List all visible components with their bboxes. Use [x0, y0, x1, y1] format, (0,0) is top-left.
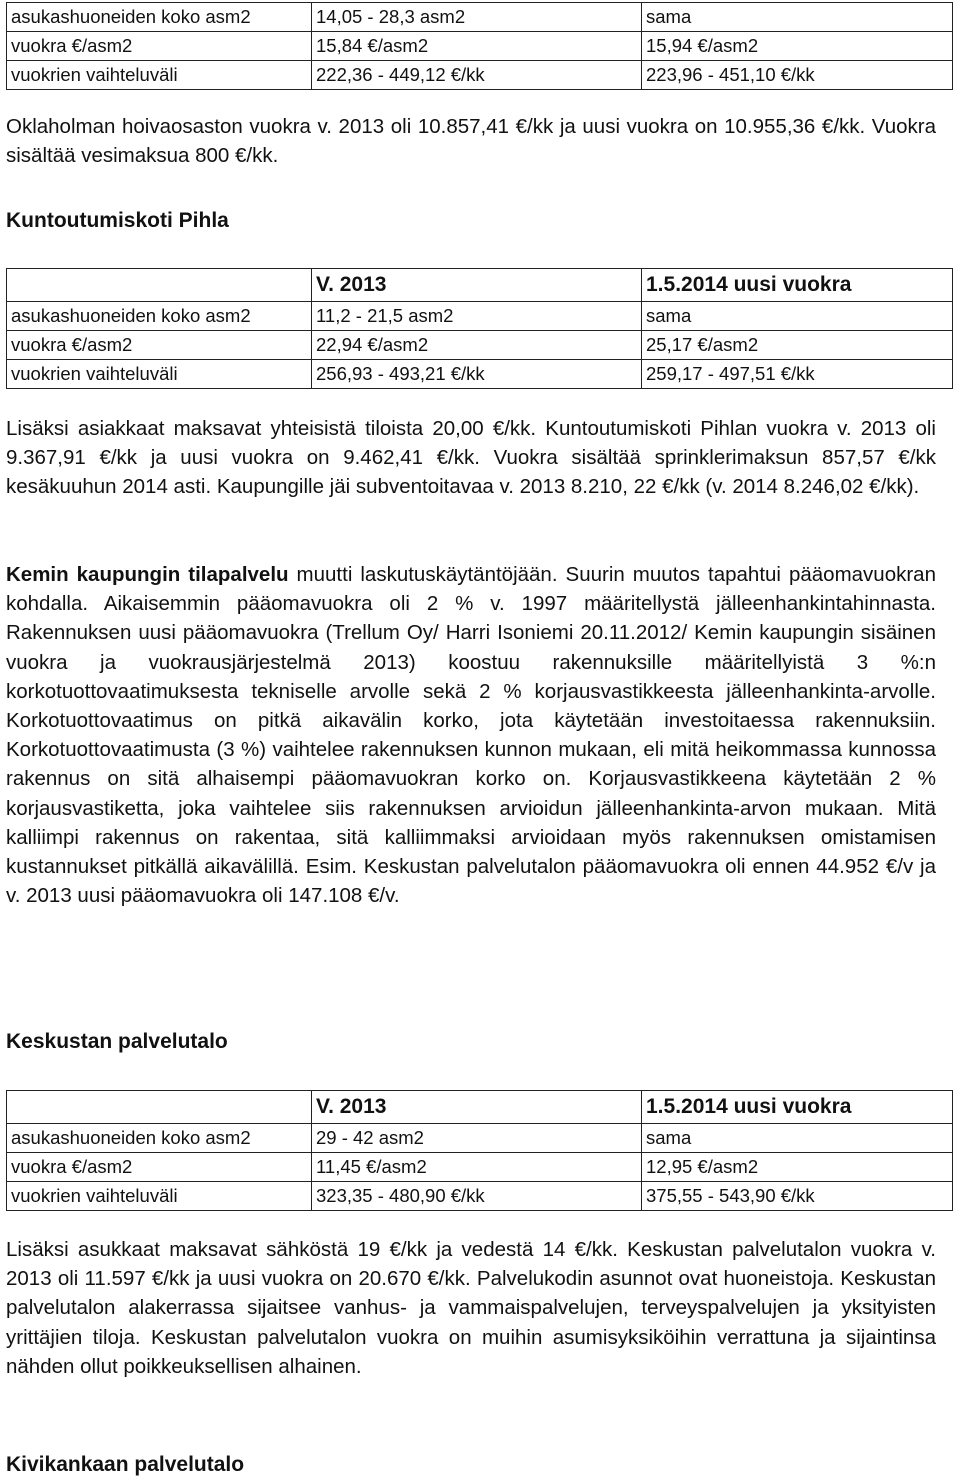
- table-cell: vuokrien vaihteluväli: [7, 61, 312, 90]
- table-cell: sama: [642, 302, 953, 331]
- table-header-cell: 1.5.2014 uusi vuokra: [642, 1091, 953, 1124]
- table-header-cell: 1.5.2014 uusi vuokra: [642, 269, 953, 302]
- table-cell: 22,94 €/asm2: [312, 331, 642, 360]
- rent-table-pihla: [6, 268, 953, 389]
- table-row: [7, 61, 953, 90]
- table-cell: asukashuoneiden koko asm2: [7, 3, 312, 32]
- paragraph-keskustan: Lisäksi asukkaat maksavat sähköstä 19 €/kk ja vedestä 14 €/kk. Keskustan palvelutalon vuokra v. 2013 oli 11.597 €/kk ja uusi vuokra on 20.670 €/kk. Palvelukodin asunnot ovat huoneistoja. Keskustan palvelutalon alakerrassa sijaitsee vanhus- ja vammaispalvelujen, terveyspalvelujen ja yksityisten yrittäjien tiloja. Keskustan palvelutalon vuokra on muihin asumisyksiköihin verrattuna ja sijaintinsa nähden ollut poikkeuksellisen alhainen.: [6, 1238, 936, 1378]
- paragraph-pihla: Lisäksi asiakkaat maksavat yhteisistä tiloista 20,00 €/kk. Kuntoutumiskoti Pihlan vuokra v. 2013 oli 9.367,91 €/kk ja uusi vuokra on 9.462,41 €/kk. Vuokra sisältää sprinklerimaksun 857,57 €/kk kesäkuuhun 2014 asti. Kaupungille jäi subventoitavaa v. 2013 8.210, 22 €/kk (v. 2014 8.246,02 €/kk).: [6, 417, 936, 499]
- table-row: [7, 32, 953, 61]
- table-header-row: [7, 269, 953, 302]
- table-cell: vuokra €/asm2: [7, 32, 312, 61]
- table-cell: 15,94 €/asm2: [642, 32, 953, 61]
- table-cell: 15,84 €/asm2: [312, 32, 642, 61]
- table-cell: 259,17 - 497,51 €/kk: [642, 360, 953, 389]
- table-cell: 256,93 - 493,21 €/kk: [312, 360, 642, 389]
- table-row: [7, 3, 953, 32]
- table-cell: vuokra €/asm2: [7, 331, 312, 360]
- table-cell: 323,35 - 480,90 €/kk: [312, 1182, 642, 1211]
- paragraph-oklaholma: Oklaholman hoivaosaston vuokra v. 2013 oli 10.857,41 €/kk ja uusi vuokra on 10.955,36 €/kk. Vuokra sisältää vesimaksua 800 €/kk.: [6, 115, 936, 168]
- table-header-cell: V. 2013: [312, 269, 642, 302]
- table-header-cell: [7, 1091, 312, 1124]
- table-header-cell: V. 2013: [312, 1091, 642, 1124]
- table-row: [7, 1153, 953, 1182]
- table-cell: 223,96 - 451,10 €/kk: [642, 61, 953, 90]
- table-cell: asukashuoneiden koko asm2: [7, 1124, 312, 1153]
- table-cell: sama: [642, 3, 953, 32]
- bold-lead-text: Kemin kaupungin tilapalvelu: [6, 563, 289, 586]
- table-header-row: [7, 1091, 953, 1124]
- table-row: [7, 331, 953, 360]
- table-cell: 222,36 - 449,12 €/kk: [312, 61, 642, 90]
- table-row: [7, 360, 953, 389]
- table-cell: vuokrien vaihteluväli: [7, 1182, 312, 1211]
- table-cell: 12,95 €/asm2: [642, 1153, 953, 1182]
- table-row: [7, 1182, 953, 1211]
- table-cell: 11,2 - 21,5 asm2: [312, 302, 642, 331]
- table-row: [7, 1124, 953, 1153]
- rent-table-keskustan: [6, 1090, 953, 1211]
- table-cell: vuokrien vaihteluväli: [7, 360, 312, 389]
- table-cell: 25,17 €/asm2: [642, 331, 953, 360]
- table-row: [7, 302, 953, 331]
- rent-table-oklaholma: [6, 2, 953, 90]
- table-cell: 29 - 42 asm2: [312, 1124, 642, 1153]
- section-heading-pihla: Kuntoutumiskoti Pihla: [6, 209, 229, 232]
- table-cell: 375,55 - 543,90 €/kk: [642, 1182, 953, 1211]
- table-cell: asukashuoneiden koko asm2: [7, 302, 312, 331]
- table-cell: sama: [642, 1124, 953, 1153]
- table-cell: 11,45 €/asm2: [312, 1153, 642, 1182]
- section-heading-keskustan: Keskustan palvelutalo: [6, 1030, 228, 1053]
- table-header-cell: [7, 269, 312, 302]
- table-cell: vuokra €/asm2: [7, 1153, 312, 1182]
- section-heading-kivikankaan: Kivikankaan palvelutalo: [6, 1453, 245, 1476]
- paragraph-tilapalvelu: [6, 560, 936, 910]
- paragraph-text: muutti laskutuskäytäntöjään. Suurin muutos tapahtui pääomavuokran kohdalla. Aikaisemmin pääomavuokra oli 2 % v. 1997 määritellystä jälleenhankintahinnasta. Rakennuksen uusi pääomavuokra (Trellum Oy/ Harri Isoniemi 20.11.2012/ Kemin kaupungin sisäinen vuokra ja vuokrausjärjestelmä 2013) koostuu rakennuksille määritellyistä 3 %:n korkotuottovaatimuksesta tekniselle arvolle sekä 2 % korjausvastikkeesta jälleenhankinta-arvolle. Korkotuottovaatimus on pitkä aikavälin korko, jota käytetään investoitaessa rakennuksiin. Korkotuottovaatimusta (3 %) vaihtelee rakennuksen kunnon mukaan, eli mitä heikommassa kunnossa rakennus on sitä alhaisempi pääomavuokran korko on. Korjausvastikkeena käytetään 2 % korjausvastiketta, joka vaihtelee siis rakennuksen arvioidun jälleenhankinta-arvon mukaan. Mitä kalliimpi rakennus on rakentaa, sitä kalliimmaksi arvioidaan myös rakennuksen omistamisen kustannukset pitkällä aikavälillä. Esim. Keskustan palvelutalon pääomavuokra oli ennen 44.952 €/v ja v. 2013 uusi pääomavuokra oli 147.108 €/v.: [6, 563, 936, 908]
- table-cell: 14,05 - 28,3 asm2: [312, 3, 642, 32]
